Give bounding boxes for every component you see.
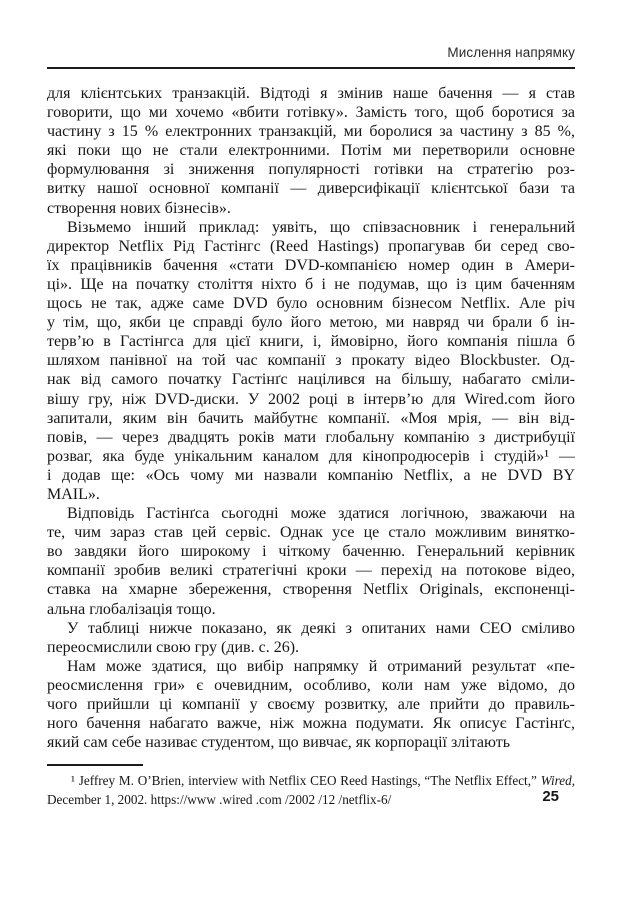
footnote xyxy=(47,771,575,809)
text-line: Нам може здатися, що вибір напрямку й отриманий результат «пе- xyxy=(67,657,575,675)
text-line: створення нових бізнесів». xyxy=(47,199,231,217)
footnote-citation-tail: December 1, 2002. https://www .wired .com /2002 /12 /netflix-6/ xyxy=(47,792,392,807)
text-line: ного бачення набагато важче, ніж можна подумати. Як описує Гастінґс, xyxy=(47,715,575,733)
paragraph xyxy=(47,218,575,504)
page-number: 25 xyxy=(542,788,559,805)
text-line: і додав ще: «Ось чому ми назвали компанію Netflix, а не DVD BY xyxy=(47,466,575,484)
text-line: повів, — через двадцять років мати глобальну компанію з дистрибуції xyxy=(47,428,575,446)
body-text xyxy=(47,84,575,752)
text-line: їх працівників бачення «стати DVD-компанією номер один в Амери- xyxy=(47,256,575,274)
text-line: які поки що не стали електронними. Потім ми перетворили основне xyxy=(47,142,575,160)
text-line: який сам себе називає студентом, що вивчає, як корпорації злітають xyxy=(47,734,511,752)
text-line: у тім, що, якби це справді було його метою, ми навряд чи брали б ін- xyxy=(47,314,575,332)
footnote-separator xyxy=(47,764,143,766)
footnote-work-title: Wired, xyxy=(540,773,575,788)
text-line: директор Netflix Рід Гастінгс (Reed Hastings) пропагував би серед сво- xyxy=(47,237,575,255)
text-line: розваг, яка буде унікальним каналом для кінопродюсерів і студій»¹ — xyxy=(47,447,575,465)
text-line: для клієнтських транзакцій. Відтоді я змінив наше бачення — я став xyxy=(47,85,575,102)
paragraph xyxy=(47,504,575,619)
text-line: нак від самого початку Гастінґс націлився на більшу, набагато сміли- xyxy=(47,371,575,389)
text-line: MAIL». xyxy=(47,485,100,503)
text-line: запитали, яким він бачить майбутнє компанії. «Моя мрія, — він від- xyxy=(47,409,575,427)
paragraph xyxy=(47,619,575,657)
text-line: щось не так, адже саме DVD було основним бізнесом Netflix. Але річ xyxy=(47,295,575,313)
text-line: частину з 15 % електронних транзакцій, ми боролися за частину з 85 %, xyxy=(47,123,575,141)
text-line: формулювання зі зниження популярності готівки на стратегію роз- xyxy=(47,161,575,179)
paragraph xyxy=(47,657,575,752)
header-rule xyxy=(47,67,575,69)
text-line: Відповідь Гастінґса сьогодні може здатися логічною, зважаючи на xyxy=(67,505,575,523)
text-line: У таблиці нижче показано, як деякі з опитаних нами CEO сміливо xyxy=(67,619,575,637)
running-header-title: Мислення напрямку xyxy=(447,45,575,60)
footnote-citation-text: ¹ Jeffrey M. O’Brien, interview with Netflix CEO Reed Hastings, “The Netflix Effect,” xyxy=(71,773,537,788)
text-line: витку нашої основної компанії — диверсифікації клієнтської бази та xyxy=(47,180,575,198)
text-line: ставка на хмарне збереження, створення Netflix Originals, експоненці- xyxy=(47,581,575,599)
text-line: компанії зробив великі стратегічні кроки — перехід на потокове відео, xyxy=(47,562,575,580)
text-line: чого прийшли ці компанії у своєму розвитку, але прийти до правиль- xyxy=(47,696,575,713)
text-line: терв’ю в Гастінгса для цієї книги, і, ймовірно, його компанія пішла б xyxy=(47,333,575,351)
text-line: вішу гру, ніж DVD-диски. У 2002 році в інтерв’ю для Wired.com його xyxy=(47,390,575,408)
text-line: переосмислили свою гру (див. с. 26). xyxy=(47,638,300,656)
text-line: шляхом панівної на той час компанії з прокату відео Blockbuster. Од- xyxy=(47,352,575,370)
text-line: Візьмемо інший приклад: уявіть, що співзасновник і генеральний xyxy=(67,218,575,236)
text-line: во завдяки його широкому і чіткому баченню. Генеральний керівник xyxy=(47,543,575,561)
text-line: ці». Ще на початку століття ніхто б і не подумав, що із цим баченням xyxy=(47,275,575,293)
text-line: те, чим зараз став цей сервіс. Однак усе це стало можливим винятко- xyxy=(47,524,575,542)
text-line: говорити, що ми хочемо «вбити готівку». Замість того, щоб боротися за xyxy=(47,104,575,122)
paragraph xyxy=(47,84,575,218)
text-line: альна глобалізація тощо. xyxy=(47,600,216,618)
text-line: реосмислення гри» є очевидним, особливо, коли нам уже відомо, до xyxy=(47,676,575,694)
